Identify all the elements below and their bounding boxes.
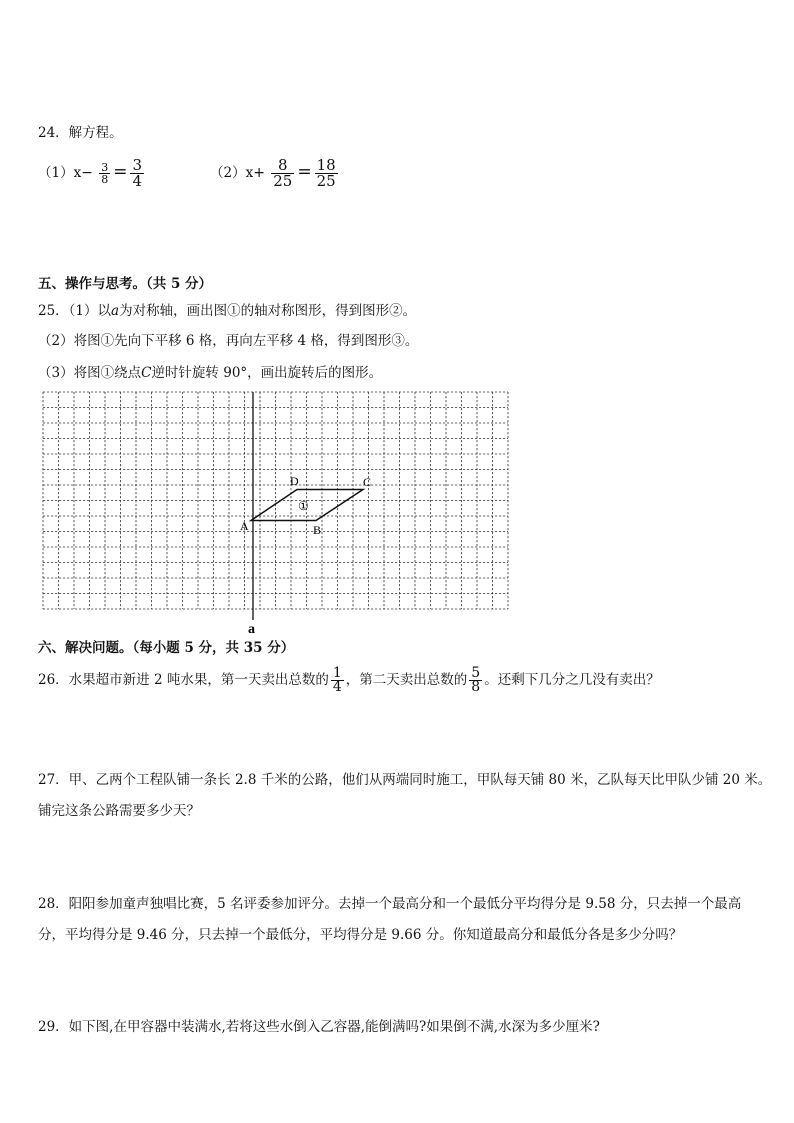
point-label-b: B: [313, 523, 322, 537]
eq1-fraction-left: [99, 162, 110, 185]
q26-fraction-2: [469, 667, 482, 694]
axis-label-a: a: [248, 622, 255, 636]
q26-f1-num: 1: [332, 665, 342, 681]
shape-label-1: ①: [298, 499, 309, 513]
q25-line-3: [38, 364, 382, 382]
q27-line-1: 27．甲、乙两个工程队铺一条长 2.8 千米的公路，他们从两端同时施工，甲队每天铺 80 米，乙队每天比甲队少铺 20 米。: [38, 772, 772, 788]
q26-text: [38, 667, 660, 694]
eq2-fraction-right: [315, 158, 338, 189]
eq1-f2-num: 3: [132, 156, 143, 174]
point-label-d: D: [290, 474, 299, 488]
q26-part-a: 26．水果超市新进 2 吨水果，第一天卖出总数的: [38, 672, 329, 688]
eq1-operator: −: [81, 165, 93, 181]
eq2-f1-den: 25: [273, 172, 293, 190]
grid-figure: [36, 388, 518, 636]
eq1-equals: =: [113, 162, 128, 182]
q25-line-1: [38, 302, 416, 320]
q28-line-1: 28．阳阳参加童声独唱比赛，5 名评委参加评分。去掉一个最高分和一个最低分平均得分是 9.58 分，只去掉一个最高: [38, 896, 742, 912]
q28-line-2: 分，平均得分是 9.46 分，只去掉一个最低分，平均得分是 9.66 分。你知道最高分和最低分各是多少分吗？: [38, 927, 683, 943]
eq2-label: （2）x: [210, 165, 254, 181]
eq2-operator: +: [253, 165, 265, 181]
q25-line3-a: （3）将图①绕点: [38, 365, 142, 381]
q29-line-1: 29．如下图,在甲容器中装满水,若将这些水倒入乙容器,能倒满吗?如果倒不满,水深为多少厘米?: [38, 1019, 600, 1035]
section-6-heading: 六、解决问题。（每小题 5 分，共 35 分）: [38, 640, 295, 656]
q25-point-var: C: [141, 365, 152, 381]
q27-line-2: 铺完这条公路需要多少天？: [38, 803, 200, 819]
q25-line1-a: 25．（1）以: [38, 303, 112, 319]
point-label-c: C: [363, 475, 372, 489]
eq1-label: （1）x: [38, 165, 82, 181]
eq2-fraction-left: [271, 158, 294, 189]
eq2-f1-num: 8: [271, 158, 294, 174]
q25-line1-b: 为对称轴，画出图①的轴对称图形，得到图形②。: [119, 303, 417, 319]
eq1-f1-num: 3: [101, 161, 109, 174]
q26-part-b: ，第二天卖出总数的: [345, 672, 468, 688]
q24-equation-1: [38, 158, 146, 189]
dashed-grid: [43, 392, 508, 609]
q26-part-c: 。还剩下几分之几没有卖出？: [484, 672, 660, 688]
q24-equation-2: [210, 158, 340, 189]
q25-line-2: （2）将图①先向下平移 6 格，再向左平移 4 格，得到图形③。: [38, 333, 419, 349]
q26-f2-den: 8: [471, 679, 481, 695]
q26-fraction-1: [331, 667, 344, 694]
eq1-f1-den: 8: [101, 173, 109, 186]
section-5-heading: 五、操作与思考。（共 5 分）: [38, 276, 213, 292]
eq2-f2-den: 25: [316, 172, 336, 190]
eq2-f2-num: 18: [316, 156, 336, 174]
q26-f1-den: 4: [332, 679, 342, 695]
point-label-a: A: [240, 519, 249, 533]
q25-line3-b: 逆时针旋转 90°，画出旋转后的图形。: [151, 365, 383, 381]
eq1-f2-den: 4: [132, 172, 143, 190]
q25-axis-var: a: [111, 303, 120, 319]
q26-f2-num: 5: [471, 665, 481, 681]
eq2-equals: =: [297, 162, 312, 182]
eq1-fraction-right: [130, 158, 144, 189]
q24-title: 24．解方程。: [38, 125, 123, 141]
